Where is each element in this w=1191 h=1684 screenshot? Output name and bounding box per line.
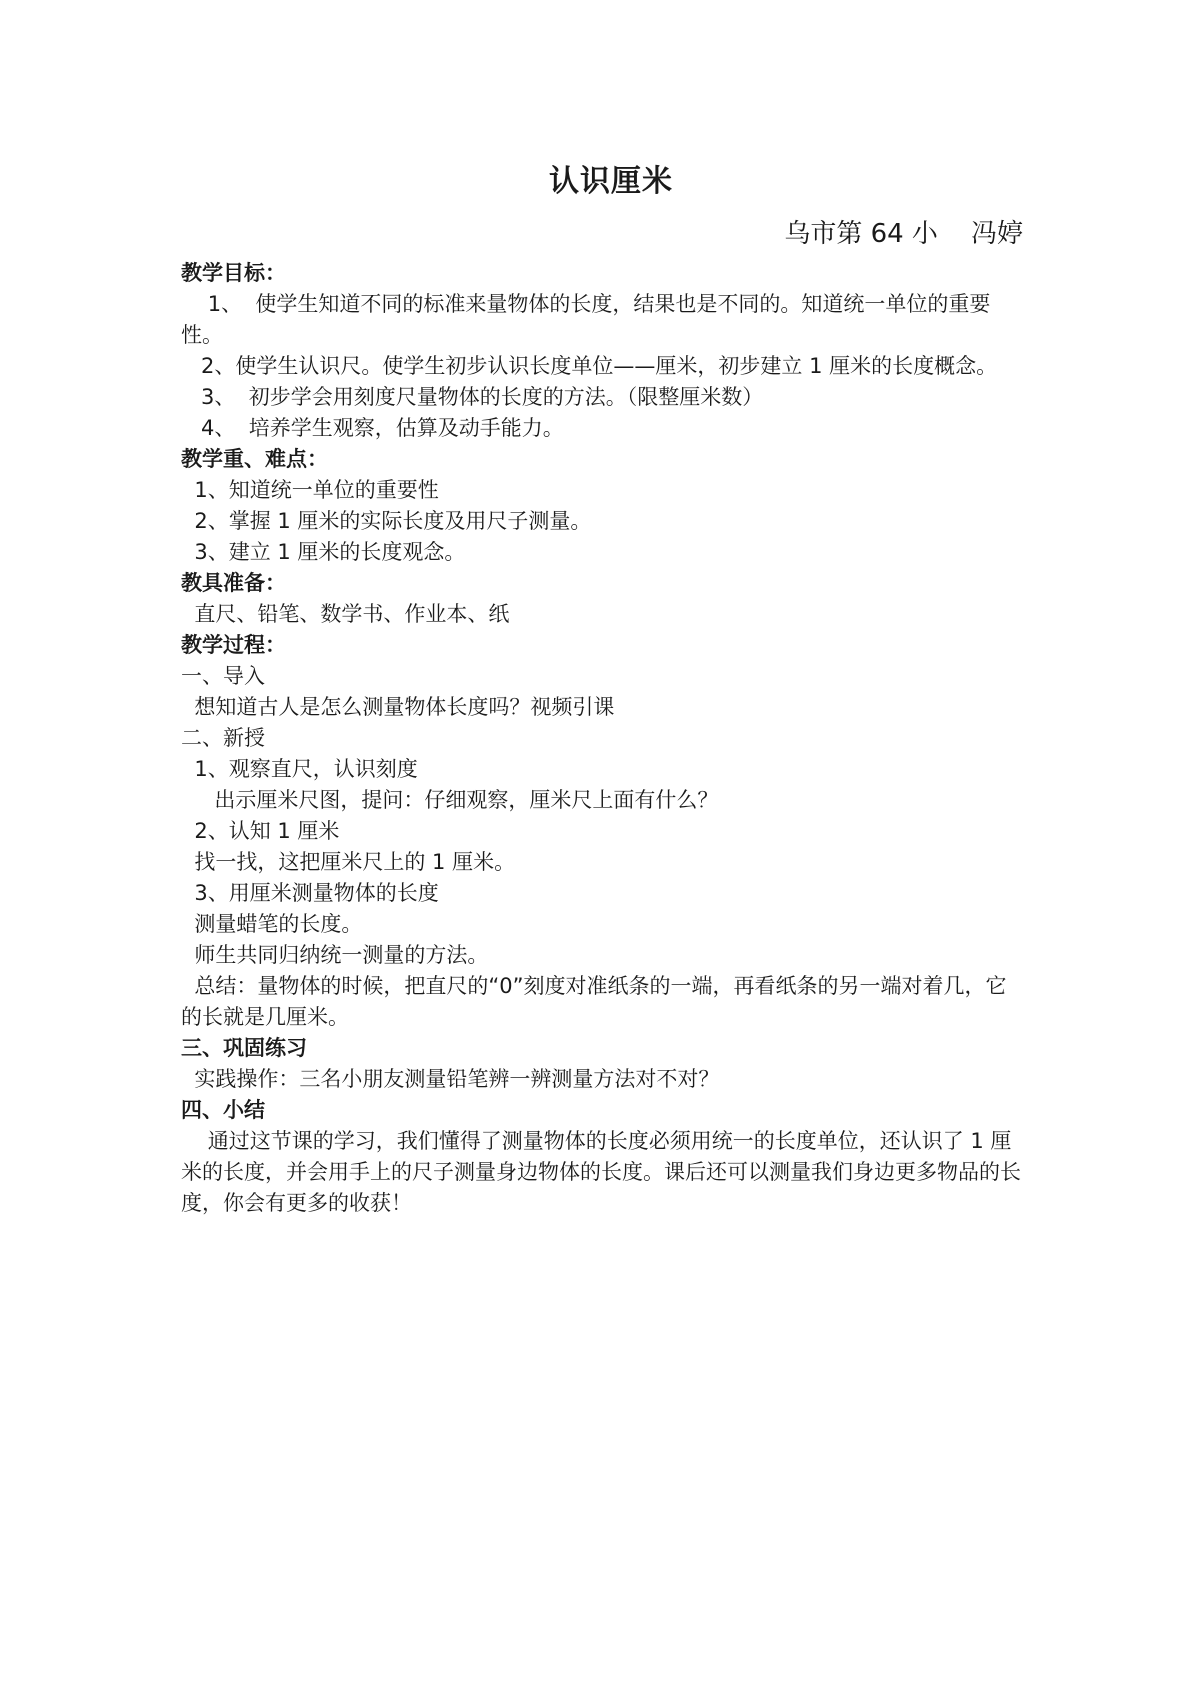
practice-heading: 三、巩固练习 [181,1036,307,1060]
materials-heading: 教具准备： [181,571,286,595]
goal-item: 1、 使学生知道不同的标准来量物体的长度，结果也是不同的。知道统一单位的重要性。 [181,292,991,347]
summary-heading: 四、小结 [181,1098,265,1122]
goal-item: 3、 初步学会用刻度尺量物体的长度的方法。（限整厘米数） [181,385,764,409]
process-heading: 教学过程： [181,633,286,657]
summary-text: 通过这节课的学习，我们懂得了测量物体的长度必须用统一的长度单位，还认识了 1 厘米的长度，并会用手上的尺子测量身边物体的长度。课后还可以测量我们身边更多物品的长度，你会有更多的收获！ [181,1129,1021,1215]
new-lesson-item: 找一找，这把厘米尺上的 1 厘米。 [181,850,516,874]
goals-heading: 教学目标： [181,261,286,285]
key-point-item: 2、掌握 1 厘米的实际长度及用尺子测量。 [181,509,592,533]
goal-item: 4、 培养学生观察，估算及动手能力。 [181,416,564,440]
new-lesson-item: 总结：量物体的时候，把直尺的“0”刻度对准纸条的一端，再看纸条的另一端对着几，它的长就是几厘米。 [181,974,1007,1029]
document-page [181,160,1021,1219]
goal-item: 2、使学生认识尺。使学生初步认识长度单位——厘米，初步建立 1 厘米的长度概念。 [181,354,998,378]
intro-text: 想知道古人是怎么测量物体长度吗？视频引课 [181,695,615,719]
practice-text: 实践操作：三名小朋友测量铅笔辨一辨测量方法对不对？ [181,1067,720,1091]
new-lesson-item: 1、观察直尺，认识刻度 [181,757,418,781]
new-lesson-item: 出示厘米尺图，提问：仔细观察，厘米尺上面有什么？ [181,788,719,812]
key-points-heading: 教学重、难点： [181,447,328,471]
intro-heading: 一、导入 [181,664,265,688]
key-point-item: 3、建立 1 厘米的长度观念。 [181,540,466,564]
materials-text: 直尺、铅笔、数学书、作业本、纸 [181,602,510,626]
key-point-item: 1、知道统一单位的重要性 [181,478,439,502]
new-lesson-item: 师生共同归纳统一测量的方法。 [181,943,489,967]
document-title: 认识厘米 [549,164,673,199]
new-lesson-item: 3、用厘米测量物体的长度 [181,881,439,905]
new-lesson-heading: 二、新授 [181,726,265,750]
new-lesson-item: 2、认知 1 厘米 [181,819,340,843]
new-lesson-item: 测量蜡笔的长度。 [181,912,363,936]
author-line: 乌市第 64 小 冯婷 [784,219,1023,249]
